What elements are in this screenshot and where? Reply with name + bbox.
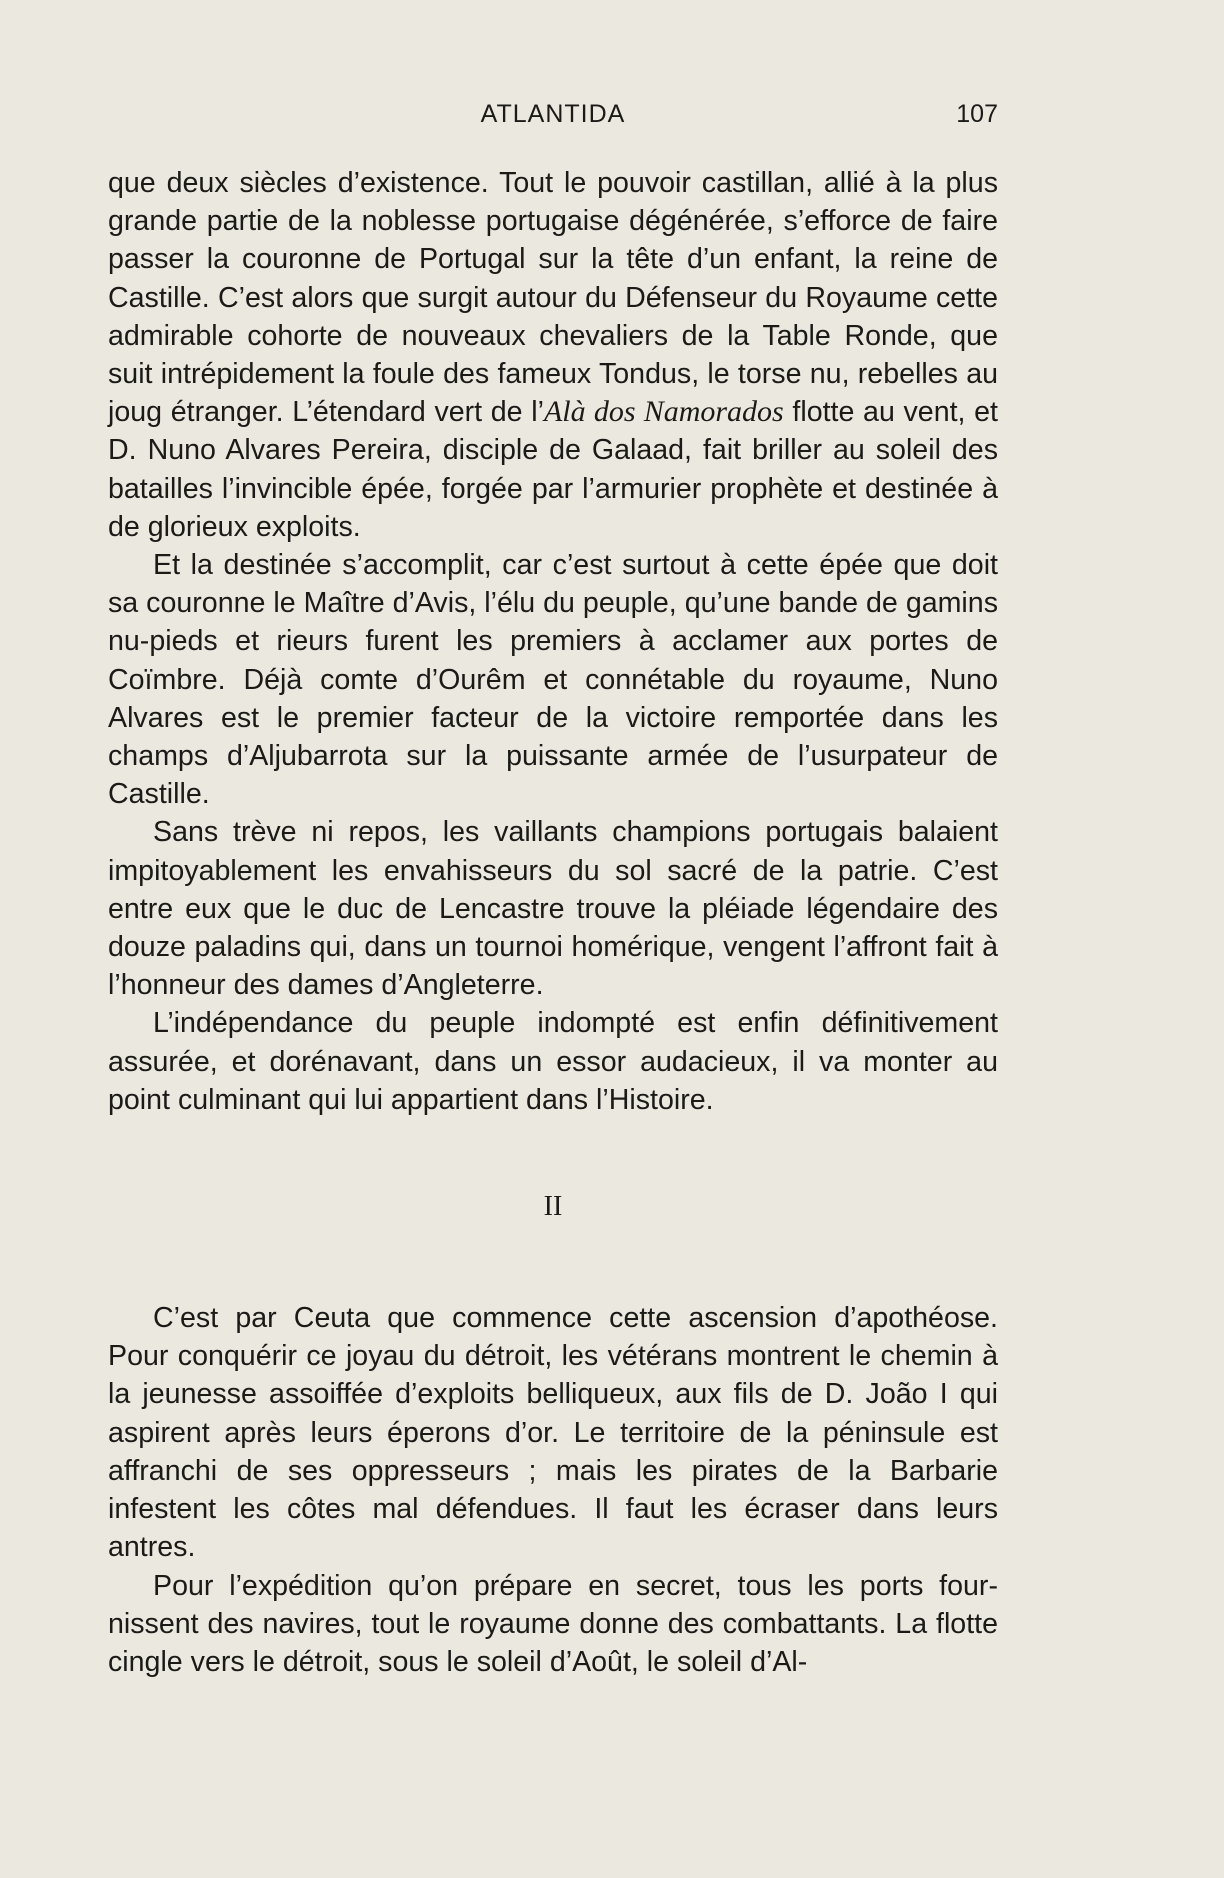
italic-title: Alà dos Namorados — [543, 395, 784, 429]
paragraph-1 — [108, 164, 998, 546]
section-number: II — [543, 1191, 563, 1223]
paragraph-1-text-after: flotte au vent, et D. Nuno Alvares Pereira, disciple de Galaad, fait briller au soleil des batailles l’invincible épée, forgée par l’armurier prophète et destinée à de glorieux exploits. — [108, 396, 999, 543]
running-head-title: ATLANTIDA — [480, 100, 626, 128]
running-head — [108, 97, 998, 131]
paragraph-5: C’est par Ceuta que commence cette ascension d’apothéose. Pour conquérir ce joyau du détroit, les vétérans montrent le chemin à la jeunesse assoiffée d’exploits belliqueux, aux fils de D. João I qui aspirent après leurs éperons d’or. Le territoire de la péninsule est affranchi de ses oppresseurs ; mais les pirates de la Barbarie infestent les côtes mal défendues. Il faut les écraser dans leurs antres. — [108, 1302, 998, 1564]
paragraph-6: Pour l’expédition qu’on prépare en secret, tous les ports fournissent des navires, tout le royaume donne des combattants. La flotte cingle vers le détroit, sous le soleil d’Août, le soleil d’Al- — [108, 1569, 998, 1678]
body-text — [108, 164, 998, 1681]
paragraph-1-text-before: que deux siècles d’existence. Tout le pouvoir castillan, allié à la plus grande partie de la noblesse portugaise dégénérée, s’efforce de faire passer la couronne de Portugal sur la tête d’un enfant, la reine de Castille. C’est alors que surgit autour du Défenseur du Royaume cette admirable cohorte de nouveaux chevaliers de la Table Ronde, que suit intrépidement la foule des fameux Tondus, le torse nu, rebelles au joug étranger. L’étendard vert de l’ — [108, 167, 998, 429]
paragraph-4: L’indépendance du peuple indompté est enfin définitivement assurée, et dorénavant, dans un essor audacieux, il va monter au point culminant qui lui appartient dans l’Histoire. — [108, 1007, 998, 1116]
page-number: 107 — [956, 100, 998, 128]
paragraph-3: Sans trève ni repos, les vaillants champions portugais balaient impitoyablement les envahisseurs du sol sacré de la patrie. C’est entre eux que le duc de Lencastre trouve la pléiade légendaire des douze paladins qui, dans un tournoi homérique, vengent l’affront fait à l’honneur des dames d’Angleterre. — [108, 816, 998, 1002]
paragraph-2: Et la destinée s’accomplit, car c’est surtout à cette épée que doit sa couronne le Maître d’Avis, l’élu du peuple, qu’une bande de gamins nu-pieds et rieurs furent les premiers à acclamer aux portes de Coïmbre. Déjà comte d’Ourêm et connétable du royaume, Nuno Alvares est le premier facteur de la victoire remportée dans les champs d’Aljubarrota sur la puissante armée de l’usurpateur de Castille. — [108, 549, 998, 811]
